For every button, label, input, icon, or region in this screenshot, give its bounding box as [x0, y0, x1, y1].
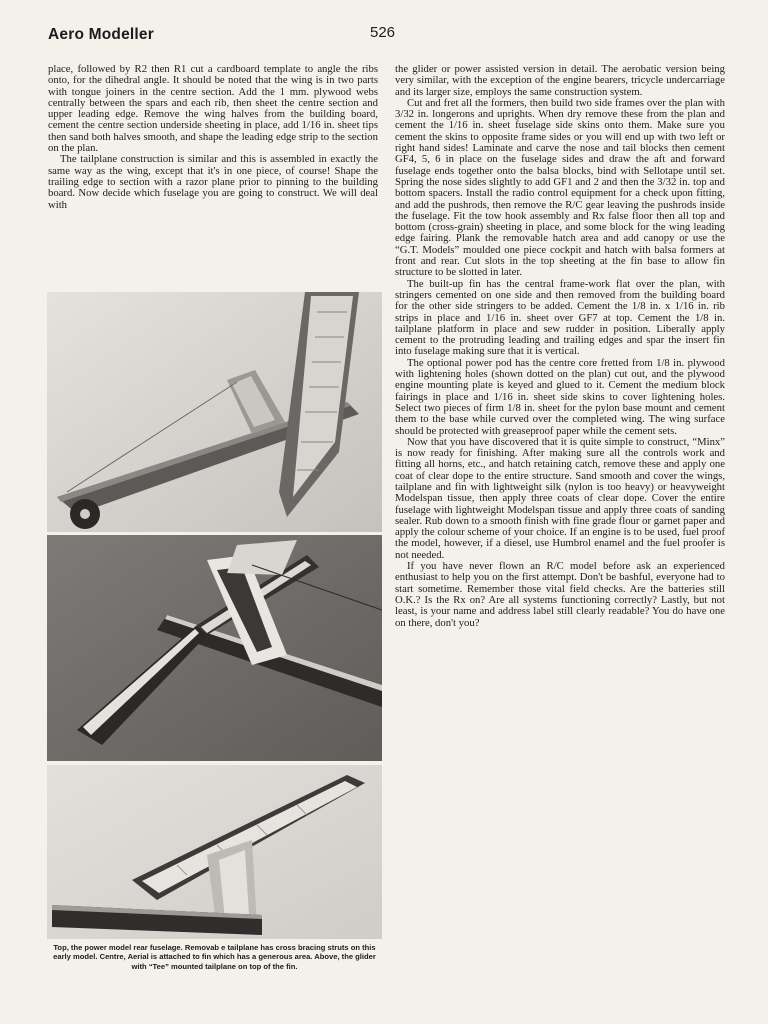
photo-rear-fuselage: [47, 292, 382, 532]
paragraph: The optional power pod has the centre core fretted from 1/8 in. plywood with lightening holes (shown dotted on the plan) cut out, and the plywood engine mounting plate is keyed and glued to it. Cement the medium block fairings in place and 1/16 in. sheet side skins to cover lightening holes. Select two pieces of firm 1/8 in. sheet for the pylon base mount and cement them to the base while curved over the completed wing. The wing surface should be protected with greaseproof paper while the cement sets.: [395, 356, 725, 437]
paragraph: place, followed by R2 then R1 cut a cardboard template to angle the ribs onto, for the dihedral angle. It should be noted that the wing is in two parts with tongue joiners in the centre section. Add the 1 mm. plywood webs centrally between the spars and each rib, then sheet the centre section and upper leading edge. Remove the wing halves from the building board, cement the centre section underside sheeting in place, add 1/16 in. sheet tips then sand both halves smooth, and shape the leading edge strip to the section on the plan.: [48, 63, 378, 155]
photo-glider-tee-tail: [47, 765, 382, 939]
fin-aerial-image: [47, 535, 382, 761]
paragraph: If you have never flown an R/C model before ask an experienced enthusiast to help you on the first attempt. Don't be bashful, everyone had to start sometime. Remember those vital field checks. Are the batteries still O.K.? Is the Rx on? Are all systems functioning correctly? Lastly, but not least, is your name and address label still clearly readable? You do have one on there, don't you?: [395, 560, 725, 629]
photo-fin-aerial: [47, 535, 382, 761]
right-column: [395, 64, 725, 629]
page-number: 526: [370, 24, 396, 41]
left-column: [48, 64, 378, 211]
paragraph: The tailplane construction is similar and this is assembled in exactly the same way as the wing, except that it's in one piece, of course! Shape the trailing edge to section with a razor plane prior to pinning to the building board. Now decide which fuselage you are going to construct. We will deal with: [48, 153, 378, 211]
rear-fuselage-image: [47, 292, 382, 532]
page-header: [48, 24, 720, 48]
paragraph: Cut and fret all the formers, then build two side frames over the plan with 3/32 in. longerons and uprights. When dry remove these from the plan and cement the 1/16 in. sheet fuselage side skins onto them. Make sure you cement the skins to opposite frame sides or you will end up with two left or right hand sides! Laminate and carve the nose and tail blocks then cement GF4, 5, 6 in place on the fuselage sides and draw the aft and forward fuselage ends together onto the balsa blocks, bind with Sellotape until set. Spring the nose sides slightly to add GF1 and 2 and then the 3/32 in. top and bottom spacers. Install the radio control equipment for a check upon fitting, and add the pushrods, then remove the R/C gear leaving the pushrods inside the fuselage. Fit the tow hook assembly and Rx false floor then all top and bottom (cross-grain) sheeting in place, and some block for the wing leading edge fairing. Plank the removable hatch area and add canopy or use the “G.T. Models” moulded one piece cockpit and hatch with balsa formers at front and rear. Cut slots in the top sheeting at the fin base to allow fin structure to be slotted in later.: [395, 96, 725, 279]
paragraph: the glider or power assisted version in detail. The aerobatic version being very similar, with the exception of the engine bearers, tricycle undercarriage and its larger size, employs the same construction system.: [395, 63, 725, 98]
paragraph: The built-up fin has the central frame-work flat over the plan, with stringers cemented on one side and then removed from the building board for the other side stringers to be added. Cement the 1/8 in. x 1/16 in. rib strips in place and 1/16 in. sheet over GF7 at top. Cement the 1/8 in. tailplane platform in place and sew rudder in position. Liberally apply cement to the protruding leading and trailing edges and spar the insert fin into fuselage making sure that it is vertical.: [395, 277, 725, 358]
glider-tee-tail-image: [47, 765, 382, 939]
paragraph: Now that you have discovered that it is quite simple to construct, “Minx” is now ready for finishing. After making sure all the controls work and fitting all horns, etc., and hatch retaining catch, remove these and apply one coat of clear dope to the entire structure. Sand smooth and cover the wings, tailplane and fin with lightweight silk (nylon is too heavy) or heavyweight Modelspan tissue, then apply three coats of clear dope. Cover the entire fuselage with lightweight Modelspan tissue and apply three coats of sanding sealer. Rub down to a smooth finish with fine grade flour or garnet paper and apply the colour scheme of your choice. If an engine is to be used, fuel proof the model, however, if a diesel, use Humbrol enamel and the fuel proofer is not needed.: [395, 435, 725, 561]
photo-caption: Top, the power model rear fuselage. Removab e tailplane has cross bracing struts on this early model. Centre, Aerial is attached to fin which has a generous area. Above, the glider with “Tee” mounted tailplane on top of the fin.: [53, 943, 376, 971]
magazine-title: Aero Modeller: [48, 26, 154, 43]
